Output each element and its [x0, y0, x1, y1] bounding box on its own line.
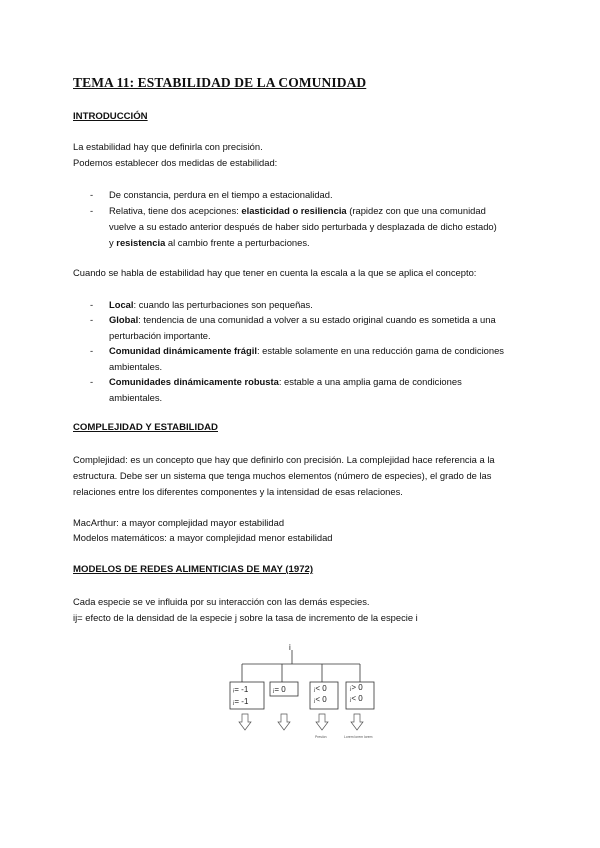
modelos-matematicos-line: Modelos matemáticos: a mayor complejidad menor estabilidad — [73, 532, 333, 543]
complejidad-line-2: estructura. Debe ser un sistema que tenga muchos elementos (número de especies), el grado de las — [73, 470, 492, 481]
modelos-line-2: ij= efecto de la densidad de la especie j sobre la tasa de incremento de la especie i — [73, 612, 418, 623]
modelos-line-1: Cada especie se ve influida por su interacción con las demás especies. — [73, 596, 370, 607]
intro-paragraph-2: Podemos establecer dos medidas de estabilidad: — [73, 157, 278, 168]
heading-introduccion: INTRODUCCIÓN — [73, 111, 148, 122]
box3-caption: Presión — [315, 735, 327, 739]
box2-line1: ⱼ= 0 — [273, 685, 286, 694]
list-item-fragil: - Comunidad dinámicamente frágil: estable solamente en una reducción gama de condiciones ambientales. — [90, 345, 504, 372]
box1-line2: ⱼ= -1 — [233, 697, 249, 706]
heading-complejidad: COMPLEJIDAD Y ESTABILIDAD — [73, 422, 218, 433]
document-page: TEMA 11: ESTABILIDAD DE LA COMUNIDAD INTRODUCCIÓN La estabilidad hay que definirla con precisión. Podemos establecer dos medidas de estabilidad: - De constancia, perdura en el tiempo a estacionalidad. - Relativa, tiene dos acepciones: elasticidad o resiliencia (rapidez con que una comunidad vuelve a su estado anterior después de haber sido perturbada y desplazada de dicho estado) y resistencia al cambio frente a perturbaciones. Cuando se habla de estabilidad hay que tener en cuenta la escala a la que se aplica el concepto: - Local: cuando las perturbaciones son pequeñas. - Global: tendencia de una comunidad a volver a su estado original cuando es sometida a una perturbación importante. - Comunidad dinámicamente frágil: estable solamente en una reducción gama de condiciones ambientales. - Comunidades dinámicamente robusta: estable a una amplia gama de condiciones ambientales. COMPLEJIDAD Y ESTABILIDAD Complejidad: es un concepto que hay que definirlo con precisión. La complejidad hace referencia a la estructura. Debe ser un sistema que tenga muchos elementos (número de especies), el grado de las relaciones entre los diferentes componentes y la intensidad de esas relaciones. MacArthur: a mayor complejidad mayor estabilidad Modelos matemáticos: a mayor complejidad menor estabilidad MODELOS DE REDES ALIMENTICIAS DE MAY (1972) Cada especie se ve influida por su interacción con las demás especies. ij= efecto de la densidad de la especie j sobre la tasa de incremento de la especie i i ᵢ= -1 ⱼ= -1 ⱼ= 0 ⱼ< 0 ⱼ< 0 ⱼ> 0 ⱼ< 0 Presión Lorem lorem lorem — [0, 0, 600, 848]
list-item-robusta: - Comunidades dinámicamente robusta: estable a una amplia gama de condiciones ambientales. — [90, 376, 462, 403]
macarthur-line: MacArthur: a mayor complejidad mayor estabilidad — [73, 517, 285, 528]
list-item-relativa: - Relativa, tiene dos acepciones: elasticidad o resiliencia (rapidez con que una comunidad vuelve a su estado anterior después de haber sido perturbada y desplazada de dicho estado) y resistencia al cambio frente a perturbaciones. — [90, 205, 497, 248]
box3-line1: ⱼ< 0 — [314, 684, 327, 693]
box4-line2: ⱼ< 0 — [350, 694, 363, 703]
diagram-top-label: i — [289, 643, 291, 652]
page-title: TEMA 11: ESTABILIDAD DE LA COMUNIDAD — [73, 75, 367, 90]
box4-line1: ⱼ> 0 — [350, 683, 363, 692]
box1-line1: ᵢ= -1 — [233, 685, 249, 694]
complejidad-line-1: Complejidad: es un concepto que hay que definirlo con precisión. La complejidad hace referencia a la — [73, 454, 495, 465]
heading-modelos: MODELOS DE REDES ALIMENTICIAS DE MAY (1972) — [73, 564, 314, 575]
complejidad-line-3: relaciones entre los diferentes componentes y la intensidad de esas relaciones. — [73, 486, 403, 497]
box3-line2: ⱼ< 0 — [314, 695, 327, 704]
list-item-global: - Global: tendencia de una comunidad a volver a su estado original cuando es sometida a una perturbación importante. — [90, 314, 496, 341]
intro-paragraph-1: La estabilidad hay que definirla con precisión. — [73, 141, 263, 152]
food-web-diagram — [228, 642, 378, 752]
box4-caption: Lorem lorem lorem — [344, 735, 373, 739]
escala-paragraph: Cuando se habla de estabilidad hay que tener en cuenta la escala a la que se aplica el concepto: — [73, 267, 477, 278]
